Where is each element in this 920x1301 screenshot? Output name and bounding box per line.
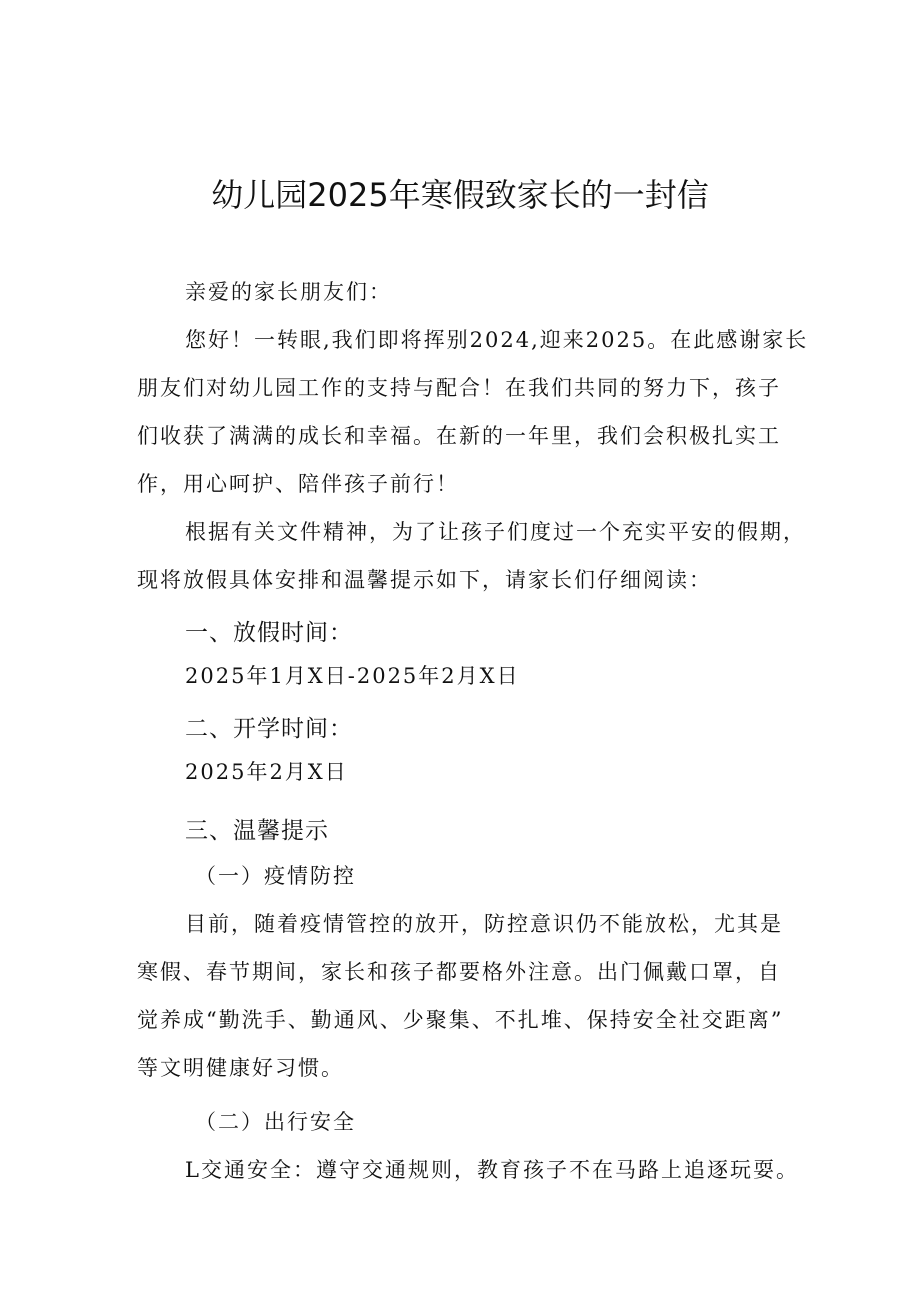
epidemic-line: 寒假、春节期间，家长和孩子都要格外注意。出门佩戴口罩，自 [137, 960, 781, 984]
section-heading-school-start: 二、开学时间： [185, 716, 353, 742]
document-title: 幼儿园2025年寒假致家长的一封信 [211, 176, 709, 214]
school-start-date: 2025年2月X日 [185, 760, 348, 784]
para2-line: 现将放假具体安排和温馨提示如下，请家长们仔细阅读： [137, 568, 712, 592]
travel-line: L交通安全：遵守交通规则，教育孩子不在马路上追逐玩耍。 [185, 1158, 799, 1182]
para1-line: 作，用心呵护、陪伴孩子前行！ [137, 472, 459, 496]
section-heading-tips: 三、温馨提示 [185, 818, 329, 844]
para1-line: 您好！一转眼,我们即将挥别2024,迎来2025。在此感谢家长 [185, 328, 809, 352]
subsection-heading-epidemic: （一）疫情防控 [195, 864, 356, 888]
epidemic-line: 觉养成“勤洗手、勤通风、少聚集、不扎堆、保持安全社交距离” [137, 1008, 784, 1032]
para1-line: 们收获了满满的成长和幸福。在新的一年里，我们会积极扎实工 [137, 424, 781, 448]
section-heading-vacation: 一、放假时间： [185, 620, 353, 646]
subsection-heading-travel: （二）出行安全 [195, 1110, 356, 1134]
epidemic-line: 目前，随着疫情管控的放开，防控意识仍不能放松，尤其是 [185, 912, 783, 936]
salutation: 亲爱的家长朋友们： [185, 280, 392, 304]
para1-line: 朋友们对幼儿园工作的支持与配合！在我们共同的努力下，孩子 [137, 376, 781, 400]
epidemic-line: 等文明健康好习惯。 [137, 1056, 344, 1080]
para2-line: 根据有关文件精神，为了让孩子们度过一个充实平安的假期， [185, 520, 806, 544]
vacation-dates: 2025年1月X日-2025年2月X日 [185, 664, 520, 688]
